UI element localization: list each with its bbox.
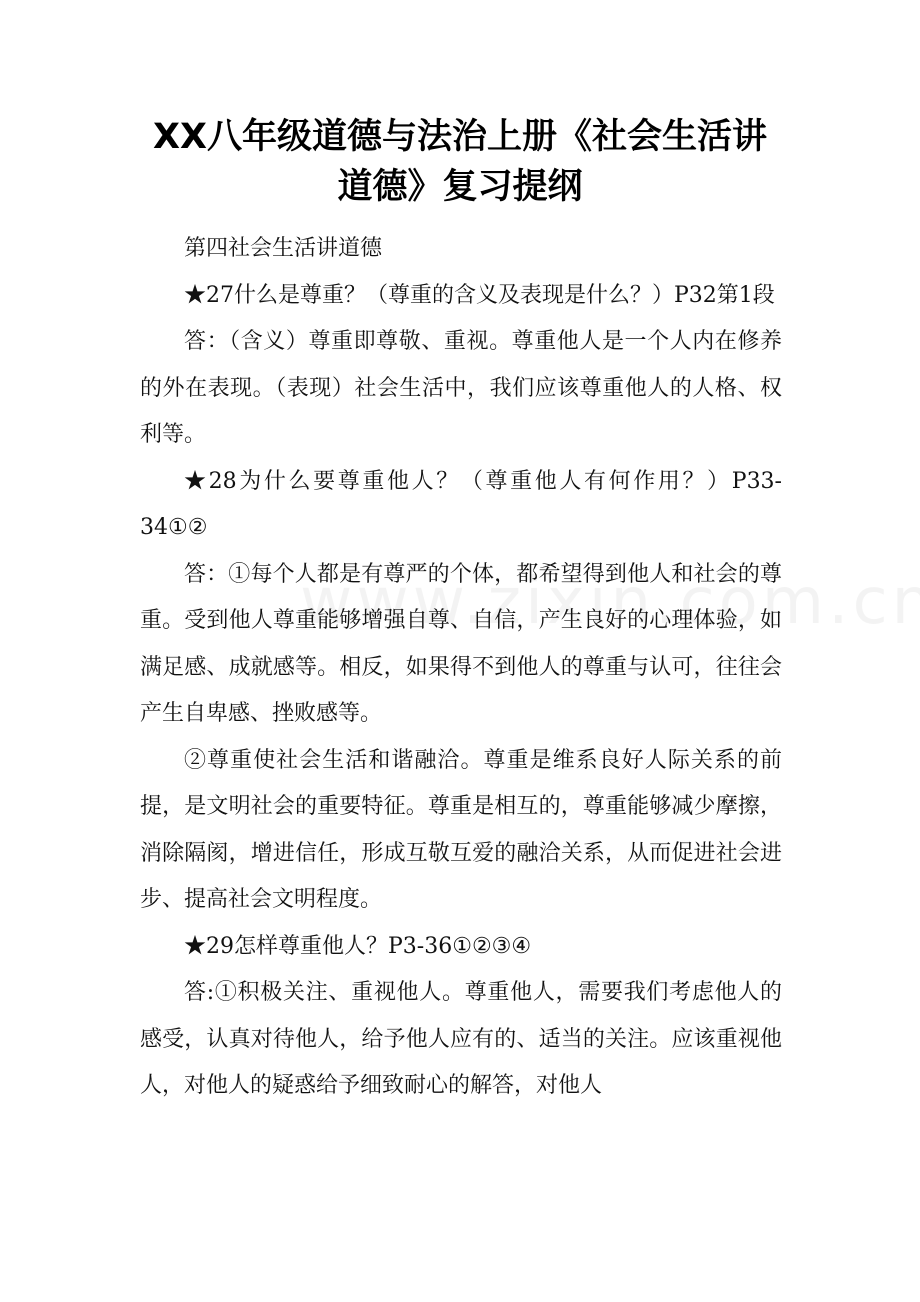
question-27: ★27什么是尊重？（尊重的含义及表现是什么？）P32第1段: [184, 282, 775, 308]
document-title: [120, 112, 800, 212]
answer-28-part-2: ②尊重使社会生活和谐融洽。尊重是维系良好人际关系的前提，是文明社会的重要特征。尊重是相互的，尊重能够减少摩擦，消除隔阂，增进信任，形成互敬互爱的融洽关系，从而促进社会进步、提高社会文明程度。: [140, 747, 782, 912]
question-28: ★28为什么要尊重他人？（尊重他人有何作用？）P33-34①②: [140, 468, 782, 540]
answer-29: 答:①积极关注、重视他人。尊重他人，需要我们考虑他人的感受，认真对待他人，给予他人应有的、适当的关注。应该重视他人，对他人的疑惑给予细致耐心的解答，对他人: [140, 980, 782, 1098]
title-line-1: XX八年级道德与法治上册《社会生活讲: [153, 117, 767, 157]
answer-28-part-1: 答：①每个人都是有尊严的个体，都希望得到他人和社会的尊重。受到他人尊重能够增强自尊、自信，产生良好的心理体验，如满足感、成就感等。相反，如果得不到他人的尊重与认可，往往会产生自卑感、挫败感等。: [140, 561, 782, 726]
answer-27: 答：（含义）尊重即尊敬、重视。尊重他人是一个人内在修养的外在表现。（表现）社会生活中，我们应该尊重他人的人格、权利等。: [140, 329, 782, 447]
question-29: ★29怎样尊重他人？P3-36①②③④: [184, 933, 532, 959]
document-body: [140, 226, 782, 1110]
title-line-2: 道德》复习提纲: [337, 167, 583, 207]
section-heading: 第四社会生活讲道德: [184, 236, 383, 261]
